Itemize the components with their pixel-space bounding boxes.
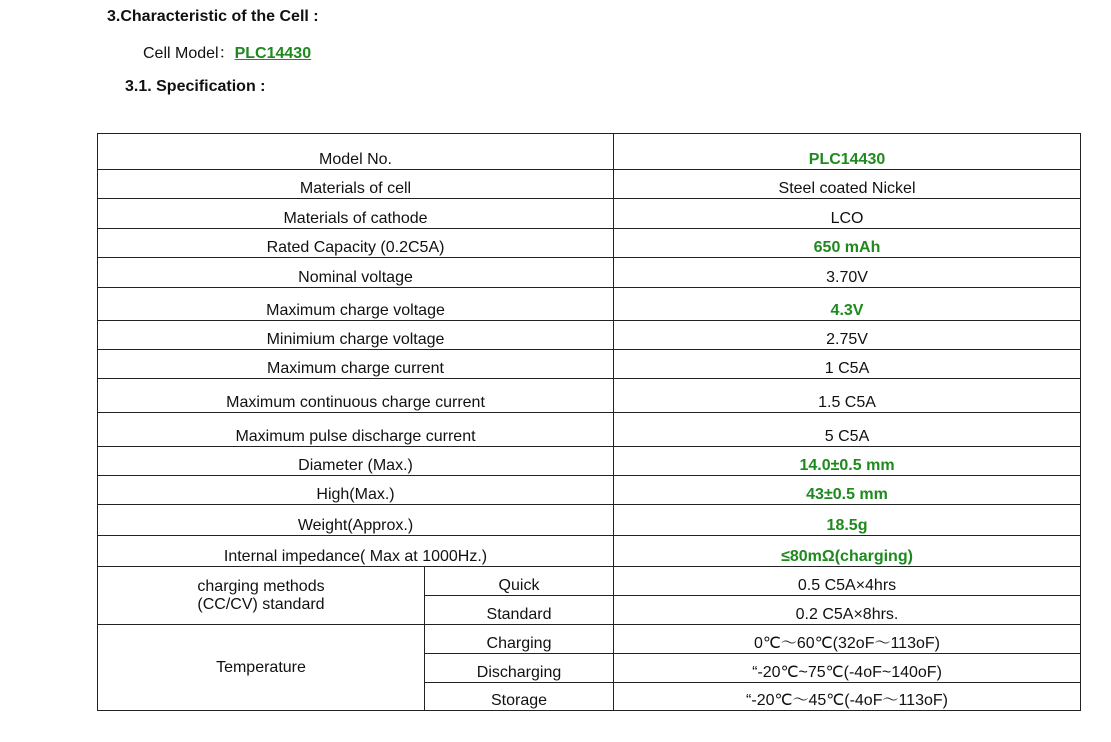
spec-label: Maximum continuous charge current: [98, 379, 614, 413]
table-row: [98, 229, 1081, 258]
table-row: [98, 288, 1081, 321]
table-row: [98, 170, 1081, 199]
spec-value: 14.0±0.5 mm: [614, 447, 1081, 476]
charging-mode: Standard: [425, 596, 614, 625]
temperature-label: Temperature: [98, 625, 425, 711]
spec-label: High(Max.): [98, 476, 614, 505]
charging-value: 0.5 C5A×4hrs: [614, 567, 1081, 596]
charging-value: 0.2 C5A×8hrs.: [614, 596, 1081, 625]
table-row: [98, 350, 1081, 379]
spec-value: 2.75V: [614, 321, 1081, 350]
table-row: [98, 379, 1081, 413]
charging-methods-label-line1: charging methods: [197, 577, 325, 595]
table-row: [98, 536, 1081, 567]
table-row: [98, 476, 1081, 505]
table-row: [98, 505, 1081, 536]
charging-methods-label-line2: (CC/CV) standard: [197, 595, 325, 613]
spec-value: LCO: [614, 199, 1081, 229]
spec-label: Maximum pulse discharge current: [98, 413, 614, 447]
spec-label: Maximum charge current: [98, 350, 614, 379]
spec-label: Minimium charge voltage: [98, 321, 614, 350]
section-heading: 3.Characteristic of the Cell :: [107, 8, 319, 25]
spec-label: Materials of cathode: [98, 199, 614, 229]
specification-heading: 3.1. Specification :: [125, 78, 266, 95]
charging-methods-label: [98, 567, 425, 625]
table-row: [98, 625, 1081, 654]
table-row: [98, 321, 1081, 350]
temperature-mode: Discharging: [425, 654, 614, 683]
spec-value: 4.3V: [614, 288, 1081, 321]
spec-label: Nominal voltage: [98, 258, 614, 288]
spec-value: 3.70V: [614, 258, 1081, 288]
table-row: [98, 134, 1081, 170]
table-row: [98, 447, 1081, 476]
spec-label: Weight(Approx.): [98, 505, 614, 536]
temperature-value: “-20℃~75℃(-4oF~140oF): [614, 654, 1081, 683]
spec-label: Rated Capacity (0.2C5A): [98, 229, 614, 258]
specification-table: [97, 133, 1081, 711]
cell-model-line: [143, 40, 311, 63]
table-row: [98, 567, 1081, 596]
spec-value: 43±0.5 mm: [614, 476, 1081, 505]
spec-value: 5 C5A: [614, 413, 1081, 447]
temperature-value: “-20℃～45℃(-4oF～113oF): [614, 683, 1081, 711]
table-row: [98, 199, 1081, 229]
spec-value: Steel coated Nickel: [614, 170, 1081, 199]
table-row: [98, 258, 1081, 288]
spec-value: 650 mAh: [614, 229, 1081, 258]
spec-value: PLC14430: [614, 134, 1081, 170]
temperature-mode: Charging: [425, 625, 614, 654]
temperature-value: 0℃～60℃(32oF～113oF): [614, 625, 1081, 654]
cell-model-label: Cell Model：: [143, 45, 235, 62]
spec-value: 1.5 C5A: [614, 379, 1081, 413]
spec-label: Internal impedance( Max at 1000Hz.): [98, 536, 614, 567]
cell-model-value[interactable]: PLC14430: [234, 45, 312, 62]
spec-value: ≤80mΩ(charging): [614, 536, 1081, 567]
temperature-mode: Storage: [425, 683, 614, 711]
charging-mode: Quick: [425, 567, 614, 596]
spec-label: Model No.: [98, 134, 614, 170]
spec-label: Diameter (Max.): [98, 447, 614, 476]
spec-label: Materials of cell: [98, 170, 614, 199]
spec-label: Maximum charge voltage: [98, 288, 614, 321]
table-row: [98, 413, 1081, 447]
spec-value: 1 C5A: [614, 350, 1081, 379]
spec-value: 18.5g: [614, 505, 1081, 536]
